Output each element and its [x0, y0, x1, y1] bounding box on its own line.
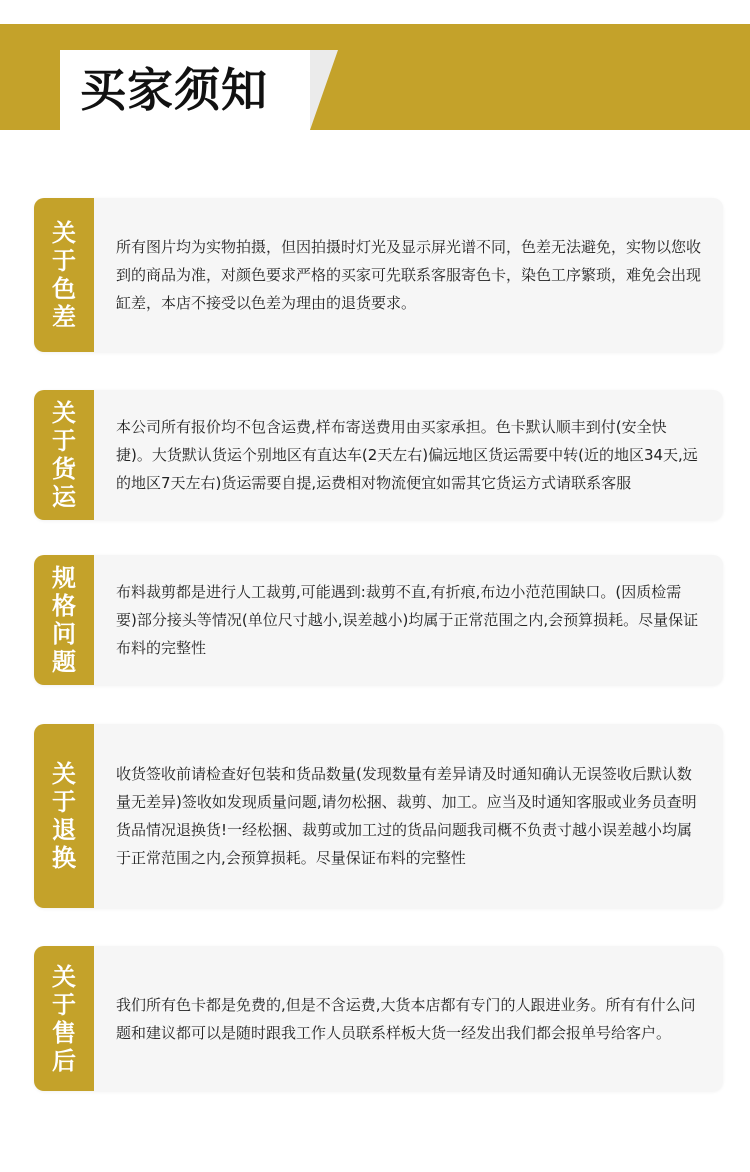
page-title: 买家须知 [80, 63, 268, 117]
section-tab-label: 关于退换 [52, 760, 76, 872]
section-text: 收货签收前请检查好包装和货品数量(发现数量有差异请及时通知确认无误签收后默认数量无差异)签收如发现质量问题,请勿松捆、裁剪、加工。应当及时通知客服或业务员查明货品情况退换货!一经松捆、裁剪或加工过的货品问题我司概不负责寸越小误差越小均属于正常范围之内,会预算损耗。尽量保证布料的完整性 [116, 765, 697, 867]
section-after-sales [34, 946, 723, 1091]
section-tab [34, 390, 94, 520]
section-color-difference [34, 198, 723, 352]
section-tab [34, 555, 94, 685]
section-text: 所有图片均为实物拍摄，但因拍摄时灯光及显示屏光谱不同，色差无法避免，实物以您收到的商品为准，对颜色要求严格的买家可先联系客服寄色卡，染色工序繁琐，难免会出现缸差，本店不接受以色差为理由的退货要求。 [116, 238, 702, 312]
section-tab [34, 946, 94, 1091]
section-body [116, 555, 701, 685]
section-tab [34, 198, 94, 352]
section-tab-label: 规格问题 [52, 564, 76, 676]
section-tab-label: 关于货运 [52, 399, 76, 511]
section-body [116, 946, 701, 1091]
title-box-slant [310, 50, 338, 130]
section-tab-label: 关于色差 [52, 219, 76, 331]
section-body [116, 198, 701, 352]
section-text: 我们所有色卡都是免费的,但是不含运费,大货本店都有专门的人跟进业务。所有有什么问题和建议都可以是随时跟我工作人员联系样板大货一经发出我们都会报单号给客户。 [116, 995, 696, 1042]
section-tab-label: 关于售后 [52, 962, 76, 1075]
section-specification [34, 555, 723, 685]
section-body [116, 390, 701, 520]
section-text: 本公司所有报价均不包含运费,样布寄送费用由买家承担。色卡默认顺丰到付(安全快捷)。大货默认货运个别地区有直达车(2天左右)偏远地区货运需要中转(近的地区34天,远的地区7天左右)货运需要自提,运费相对物流便宜如需其它货运方式请联系客服 [116, 418, 698, 492]
section-shipping [34, 390, 723, 520]
section-tab [34, 724, 94, 908]
section-returns [34, 724, 723, 908]
section-text: 布料裁剪都是进行人工裁剪,可能遇到:裁剪不直,有折痕,布边小范范围缺口。(因质检需要)部分接头等情况(单位尺寸越小,误差越小)均属于正常范围之内,会预算损耗。尽量保证布料的完整性 [116, 583, 699, 657]
section-body [116, 724, 701, 908]
